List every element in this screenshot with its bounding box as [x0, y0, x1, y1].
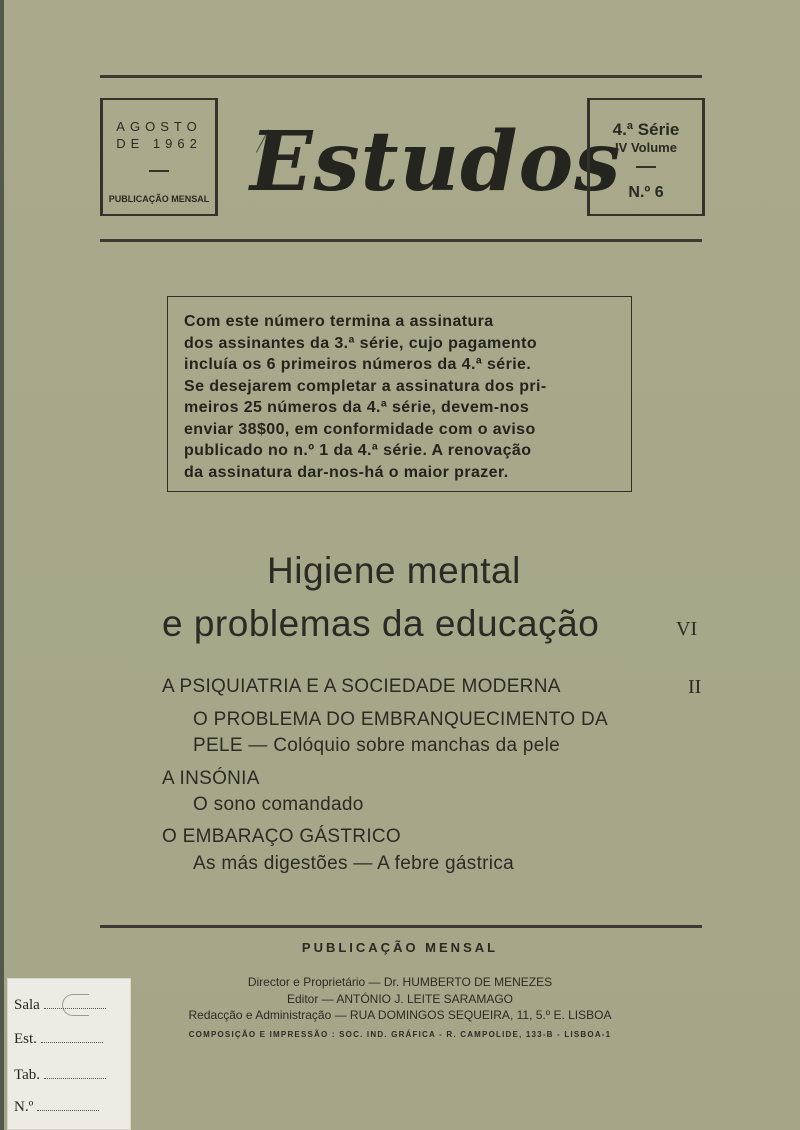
footer-rule [100, 925, 702, 928]
article3-title: O EMBARAÇO GÁSTRICO [162, 826, 402, 847]
notice-line: Se desejarem completar a assinatura dos pri- [184, 377, 547, 395]
article1-part: II [688, 676, 702, 698]
label-sala [14, 996, 119, 1014]
article2-subtitle: O sono comandado [193, 794, 364, 815]
date-box [100, 98, 218, 216]
volume-label: IV Volume [615, 140, 677, 155]
label-num-text: N.º [14, 1099, 34, 1115]
label-est-text: Est. [14, 1031, 37, 1047]
label-tab-text: Tab. [14, 1067, 41, 1083]
issue-year: DE 1962 [116, 136, 202, 151]
footer-editor: Editor — ANTÓNIO J. LEITE SARAMAGO [286, 992, 514, 1006]
notice-line: incluía os 6 primeiros números da 4.ª série. [184, 356, 532, 373]
publication-frequency: PUBLICAÇÃO MENSAL [108, 194, 210, 204]
notice-line: meiros 25 números da 4.ª série, devem-nos [184, 399, 530, 416]
issue-number: N.º 6 [628, 184, 664, 201]
footer-director: Director e Proprietário — Dr. HUMBERTO DE MENEZES [247, 975, 553, 989]
page-edge [0, 0, 4, 1130]
main-title-line2: e problemas da educação [162, 603, 600, 644]
magazine-logo: Estudos [250, 114, 622, 210]
footer-printer: COMPOSIÇÃO E IMPRESSÃO : SOC. IND. GRÁFICA - R. CAMPOLIDE, 133-B - LISBOA-1 [188, 1030, 612, 1039]
notice-line: dos assinantes da 3.ª série, cujo pagamento [184, 334, 538, 352]
label-sala-text: Sala [14, 997, 40, 1013]
title-part-number: VI [676, 618, 698, 640]
notice-line: enviar 38$00, em conformidade com o aviso [184, 420, 536, 438]
article1-subtitle1: O PROBLEMA DO EMBRANQUECIMENTO DA [193, 709, 608, 730]
article2-title: A INSÓNIA [162, 768, 260, 789]
notice-line: publicado no n.º 1 da 4.ª série. A renovação [184, 442, 532, 459]
article1-subtitle2: PELE — Colóquio sobre manchas da pele [193, 735, 561, 756]
main-title-line1: Higiene mental [267, 550, 521, 591]
notice-line: da assinatura dar-nos-há o maior prazer. [184, 463, 509, 481]
series-box [587, 98, 705, 216]
article3-subtitle: As más digestões — A febre gástrica [193, 853, 514, 874]
subscription-notice [167, 296, 632, 492]
footer-address: Redacção e Administração — RUA DOMINGOS SEQUEIRA, 11, 5.º E. LISBOA [188, 1008, 612, 1022]
label-est [14, 1030, 119, 1048]
series-label: 4.ª Série [612, 120, 680, 139]
notice-text [184, 311, 624, 483]
masthead-bottom-rule [100, 239, 702, 242]
label-num [14, 1098, 119, 1116]
label-tab [14, 1066, 119, 1084]
article1-title: A PSIQUIATRIA E A SOCIEDADE MODERNA [162, 676, 561, 697]
issue-month: AGOSTO [116, 119, 202, 134]
top-rule [100, 75, 702, 78]
notice-line: Com este número termina a assinatura [184, 313, 494, 330]
footer-publication: PUBLICAÇÃO MENSAL [301, 940, 499, 955]
